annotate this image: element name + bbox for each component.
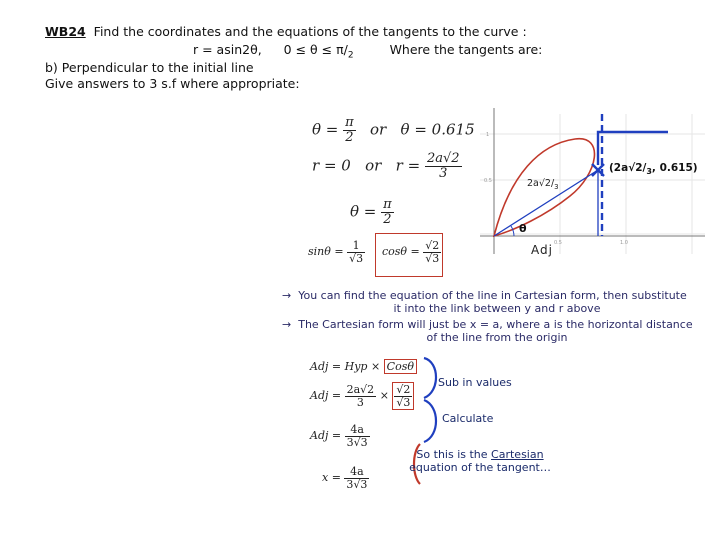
theta-range-denominator: 2: [347, 50, 354, 61]
note-cartesian-post: equation of the tangent…: [409, 461, 551, 474]
working-line-2: [310, 382, 414, 410]
w3-den: 3√3: [346, 435, 368, 449]
note-sub-values: Sub in values: [438, 376, 512, 389]
worksheet-tag: WB24: [45, 24, 86, 39]
polar-graph: [470, 104, 710, 264]
w3-num: 4a: [345, 424, 370, 437]
eq2-num: 2a√2: [426, 151, 460, 166]
w2-den: 3: [356, 395, 364, 409]
w1-cos-box: Cosθ: [384, 359, 417, 374]
w2-lhs: Adj =: [310, 389, 342, 403]
eq1-fraction: [343, 116, 356, 144]
eq1-lhs: θ =: [312, 120, 339, 139]
point-label-pre: (2a√2/: [609, 162, 647, 174]
point-label-sub: 3: [646, 167, 652, 177]
sin-fraction: [347, 240, 365, 264]
note-cartesian-underlined: Cartesian: [491, 448, 544, 461]
w2-num: 2a√2: [346, 383, 375, 396]
curve-equation: r = asin2θ,: [193, 42, 262, 57]
bracket-2-icon: [424, 400, 436, 442]
working-line-3: [310, 424, 370, 448]
w2-num2: √2: [396, 383, 411, 396]
cos-fraction: [423, 240, 441, 264]
w4-den: 3√3: [346, 477, 368, 491]
arrow-right-icon: →: [282, 289, 292, 302]
r-label-sub: 3: [554, 182, 559, 191]
cos-lhs: cosθ =: [382, 245, 420, 259]
w1-hyp: Hyp ×: [344, 360, 381, 373]
tick-x1: 0.5: [554, 240, 562, 246]
w3-fraction: [345, 424, 370, 448]
w2-times: ×: [379, 389, 389, 403]
eq3-den: 2: [383, 211, 392, 227]
eq-theta-solutions: [312, 116, 475, 144]
bullet-2-line-2: of the line from the origin: [426, 331, 568, 344]
cos-den: √3: [425, 251, 440, 265]
r-label-pre: 2a√2/: [527, 178, 555, 189]
eq-cos-value: [382, 240, 441, 264]
w3-lhs: Adj =: [310, 429, 342, 443]
eq3-fraction: [381, 198, 394, 226]
theta-label: θ: [519, 222, 527, 235]
tick-x2: 1.0: [620, 240, 628, 246]
adj-label: Adj: [531, 243, 553, 257]
eq1-or: or: [370, 120, 387, 139]
eq-theta-tangent: [350, 198, 394, 226]
arrow-right-icon: →: [282, 318, 292, 331]
tick-y1: 0.5: [484, 178, 492, 184]
question-text: Find the coordinates and the equations of the tangents to the curve :: [93, 24, 527, 39]
bracket-1-icon: [424, 358, 436, 398]
eq1-den: 2: [345, 129, 354, 145]
sin-num: 1: [347, 240, 365, 253]
eq2-lhs: r = 0: [312, 156, 351, 175]
w1-lhs: Adj =: [310, 360, 342, 373]
eq2-r: r =: [395, 156, 421, 175]
w2-den2: √3: [396, 395, 411, 409]
point-coordinate-label: [609, 162, 698, 176]
eq1-num: π: [345, 115, 354, 130]
eq3-num: π: [383, 197, 392, 212]
bullet-1-line-2: it into the link between y and r above: [393, 302, 601, 315]
sin-lhs: sinθ =: [308, 245, 344, 259]
callout-connector: [598, 132, 668, 165]
bullet-2-line-1: The Cartesian form will just be x = a, where a is the horizontal distance: [298, 318, 693, 331]
eq2-den: 3: [439, 165, 448, 181]
w2-fraction-1: [345, 384, 377, 408]
bullet-2: [282, 318, 712, 344]
note-cartesian-pre: So this is the: [416, 448, 492, 461]
sf-instruction: Give answers to 3 s.f where appropriate:: [45, 76, 300, 91]
note-calculate: Calculate: [442, 412, 494, 425]
bullet-1: [282, 289, 712, 315]
part-b-text: b) Perpendicular to the initial line: [45, 60, 254, 75]
eq1-rhs: θ = 0.615: [400, 120, 475, 139]
eq-r-solutions: [312, 152, 462, 180]
w4-num: 4a: [344, 466, 369, 479]
point-label-post: , 0.615): [651, 162, 698, 174]
sin-den: √3: [349, 251, 364, 265]
note-cartesian: [405, 448, 555, 474]
where-text: Where the tangents are:: [389, 42, 543, 57]
eq2-fraction: [425, 152, 462, 180]
eq3-lhs: θ =: [350, 202, 377, 221]
title-line-1: [45, 24, 527, 39]
working-line-4: [322, 466, 369, 490]
cos-num: √2: [425, 239, 440, 252]
eq2-or: or: [365, 156, 382, 175]
theta-range: 0 ≤ θ ≤ π/: [283, 42, 348, 57]
w4-lhs: x =: [322, 471, 341, 485]
bullet-1-line-1: You can find the equation of the line in Cartesian form, then substitute: [298, 289, 687, 302]
w4-fraction: [344, 466, 369, 490]
tick-y2: 1: [486, 132, 490, 138]
eq-sin-value: [308, 240, 365, 264]
working-line-1: [310, 360, 417, 373]
radius-length-label: [527, 178, 559, 191]
